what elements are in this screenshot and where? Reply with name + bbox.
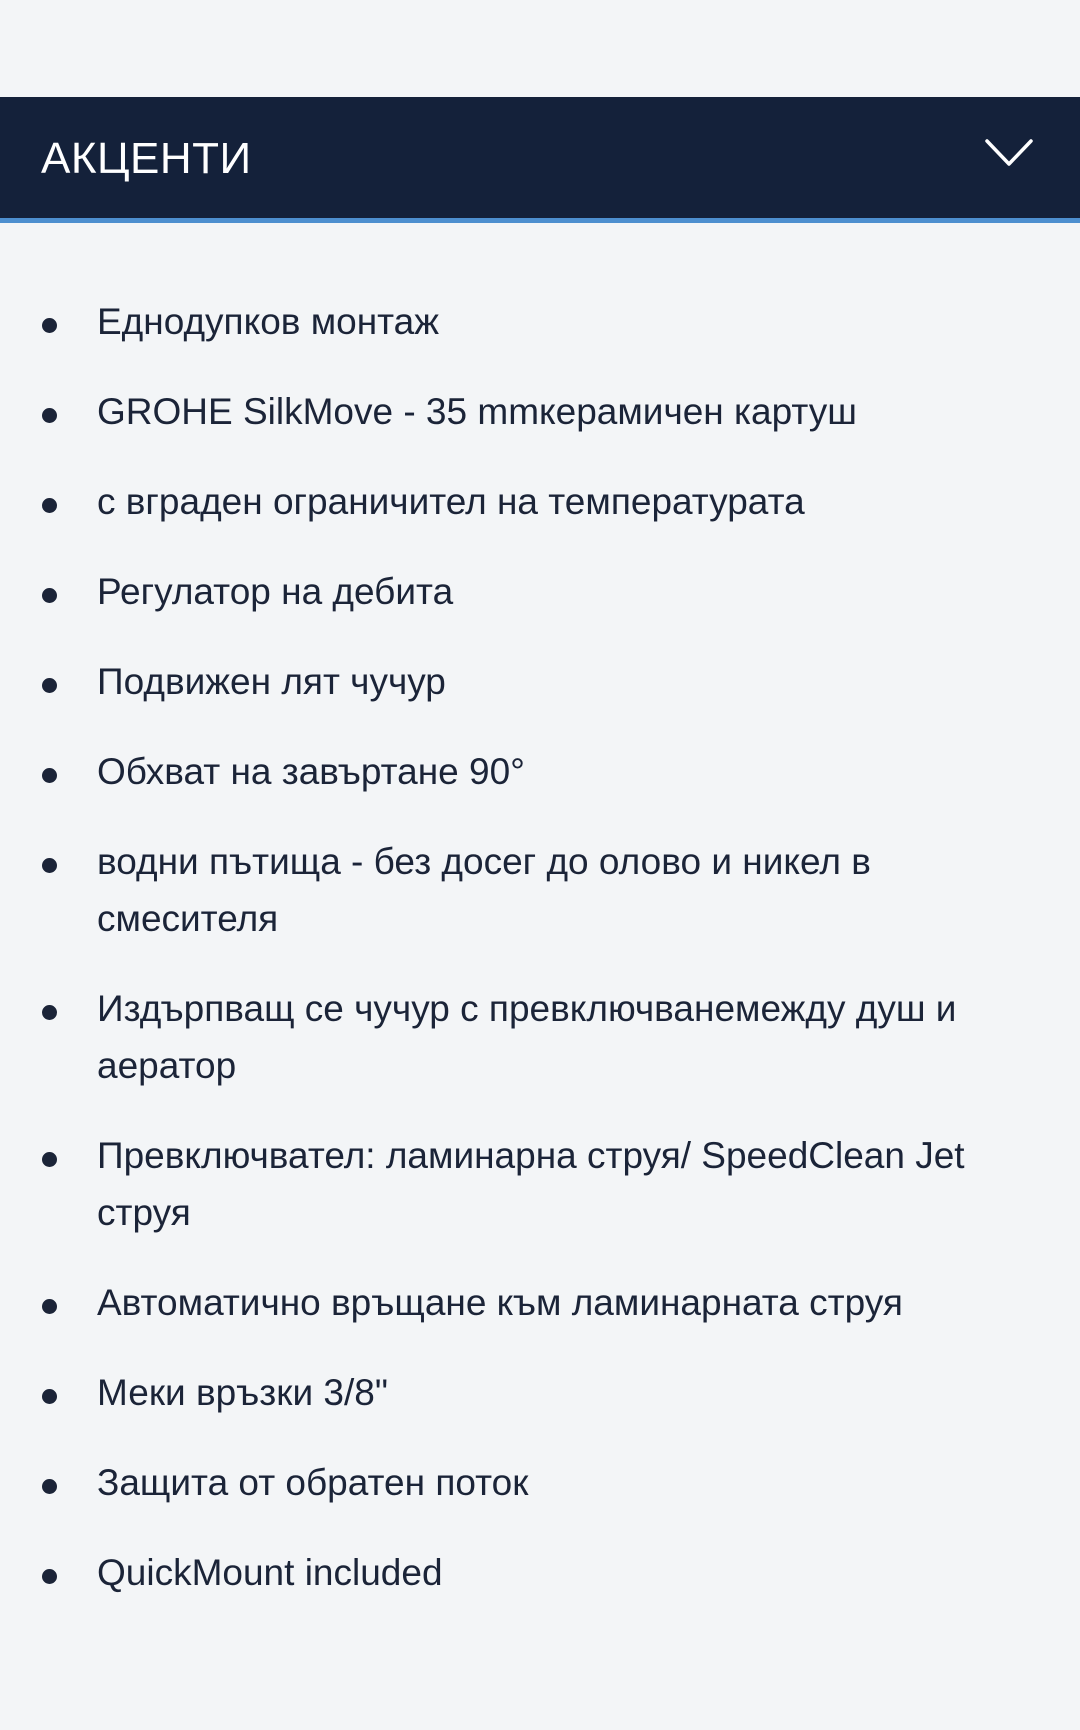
bullet-icon [42,1299,57,1314]
list-item [0,293,1080,350]
chevron-down-icon[interactable] [984,137,1034,169]
list-item [0,1544,1080,1601]
list-item-text: Меки връзки 3/8" [97,1372,388,1413]
list-item-text: Автоматично връщане към ламинарната струя [97,1282,903,1323]
list-item-text: Регулатор на дебита [97,571,454,612]
bullet-icon [42,1152,57,1167]
list-item [0,833,1080,947]
bullet-icon [42,1569,57,1584]
bullet-icon [42,318,57,333]
bullet-icon [42,1479,57,1494]
list-item [0,980,1080,1094]
list-item-text: GROHE SilkMove - 35 mmкерамичен картуш [97,391,857,432]
list-item [0,563,1080,620]
bullet-icon [42,588,57,603]
list-item [0,1127,1080,1241]
bullet-icon [42,1389,57,1404]
list-item-text: Издърпващ се чучур с превключванемежду душ и аератор [97,988,957,1086]
highlights-list [0,293,1080,1634]
list-item [0,1454,1080,1511]
list-item [0,473,1080,530]
list-item-text: QuickMount included [97,1552,443,1593]
list-item [0,1364,1080,1421]
list-item-text: с вграден ограничител на температурата [97,481,805,522]
list-item [0,1274,1080,1331]
bullet-icon [42,858,57,873]
list-item-text: водни пътища - без досег до олово и никел в смесителя [97,841,871,939]
list-item-text: Еднодупков монтаж [97,301,440,342]
bullet-icon [42,408,57,423]
bullet-icon [42,678,57,693]
list-item-text: Защита от обратен поток [97,1462,529,1503]
accordion-title: АКЦЕНТИ [41,134,252,183]
list-item-text: Подвижен лят чучур [97,661,446,702]
bullet-icon [42,498,57,513]
highlights-accordion-header[interactable] [0,97,1080,223]
list-item [0,383,1080,440]
list-item [0,743,1080,800]
bullet-icon [42,768,57,783]
list-item-text: Обхват на завъртане 90° [97,751,525,792]
list-item-text: Превключвател: ламинарна струя/ SpeedClean Jet струя [97,1135,965,1233]
bullet-icon [42,1005,57,1020]
list-item [0,653,1080,710]
